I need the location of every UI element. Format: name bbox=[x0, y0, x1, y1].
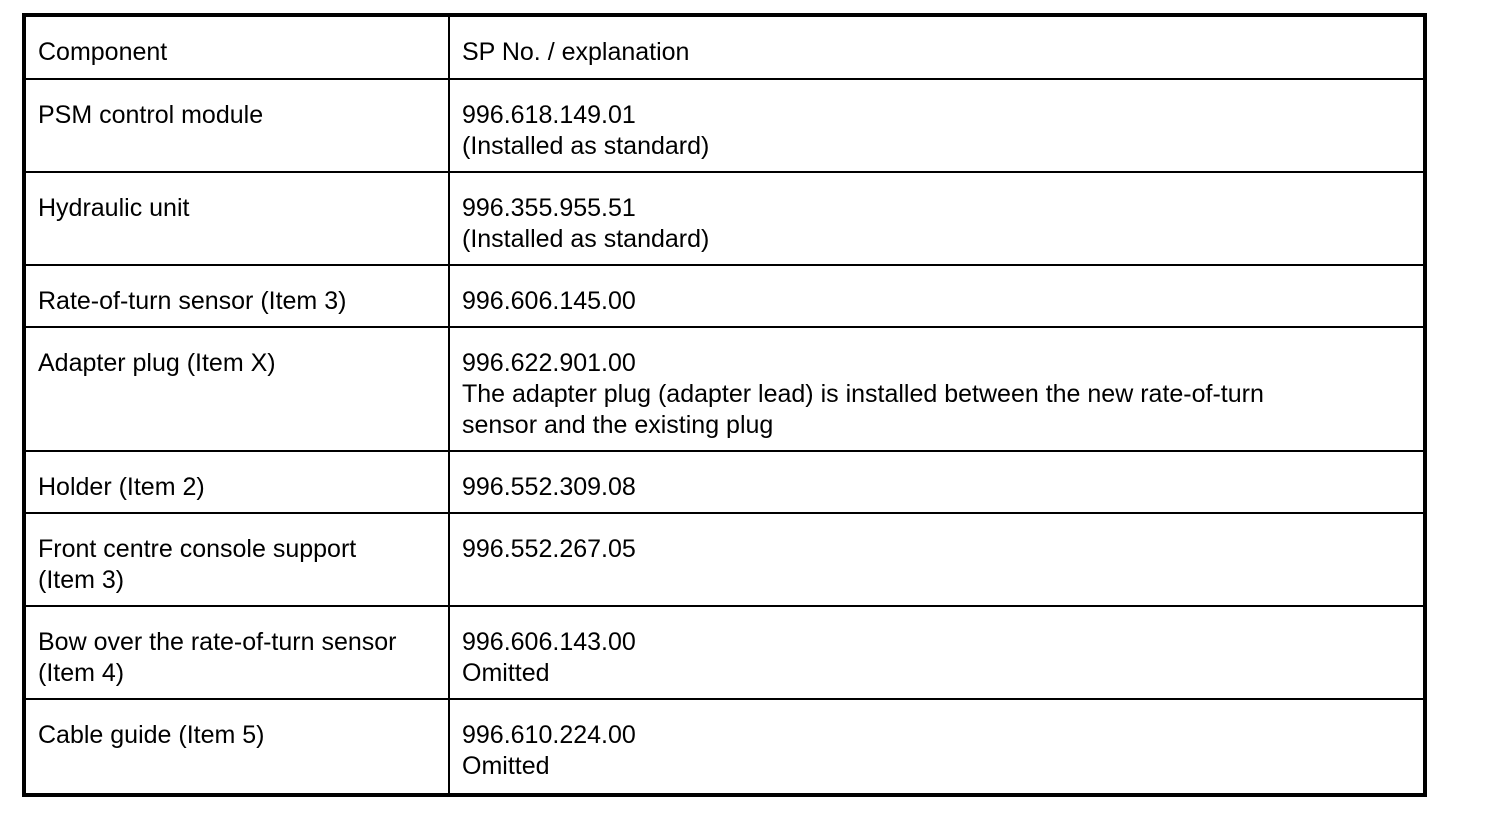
sp-explanation: (Installed as standard) bbox=[462, 225, 710, 253]
sp-cell bbox=[449, 327, 1425, 451]
table-row bbox=[24, 606, 1425, 699]
sp-cell bbox=[449, 79, 1425, 172]
parts-table-container bbox=[22, 13, 1423, 797]
component-text: Cable guide (Item 5) bbox=[38, 721, 265, 749]
table-header-row bbox=[24, 15, 1425, 79]
sp-cell bbox=[449, 172, 1425, 265]
component-cell bbox=[24, 265, 449, 327]
component-cell bbox=[24, 327, 449, 451]
table-row bbox=[24, 451, 1425, 513]
table-row bbox=[24, 265, 1425, 327]
component-text: (Item 3) bbox=[38, 566, 125, 594]
component-text: Holder (Item 2) bbox=[38, 473, 205, 501]
table-row bbox=[24, 699, 1425, 795]
sp-explanation: sensor and the existing plug bbox=[462, 411, 774, 439]
component-text: Rate-of-turn sensor (Item 3) bbox=[38, 287, 347, 315]
component-cell bbox=[24, 172, 449, 265]
sp-number: 996.552.267.05 bbox=[462, 535, 636, 563]
sp-number: 996.622.901.00 bbox=[462, 349, 636, 377]
sp-number: 996.606.143.00 bbox=[462, 628, 636, 656]
sp-number: 996.606.145.00 bbox=[462, 287, 636, 315]
header-sp-no-text: SP No. / explanation bbox=[462, 38, 690, 66]
header-sp-no bbox=[449, 15, 1425, 79]
sp-cell bbox=[449, 606, 1425, 699]
sp-number: 996.355.955.51 bbox=[462, 194, 636, 222]
component-cell bbox=[24, 606, 449, 699]
table-row bbox=[24, 172, 1425, 265]
table-row bbox=[24, 513, 1425, 606]
component-text: Adapter plug (Item X) bbox=[38, 349, 276, 377]
component-cell bbox=[24, 699, 449, 795]
parts-table bbox=[22, 13, 1427, 797]
sp-number: 996.618.149.01 bbox=[462, 101, 636, 129]
component-text: Bow over the rate-of-turn sensor bbox=[38, 628, 397, 656]
sp-number: 996.552.309.08 bbox=[462, 473, 636, 501]
table-row bbox=[24, 79, 1425, 172]
component-cell bbox=[24, 451, 449, 513]
component-cell bbox=[24, 513, 449, 606]
sp-cell bbox=[449, 265, 1425, 327]
sp-explanation: (Installed as standard) bbox=[462, 132, 710, 160]
sp-number: 996.610.224.00 bbox=[462, 721, 636, 749]
component-text: PSM control module bbox=[38, 101, 264, 129]
header-component-text: Component bbox=[38, 38, 168, 66]
sp-explanation: Omitted bbox=[462, 659, 550, 687]
component-text: Front centre console support bbox=[38, 535, 357, 563]
component-text: (Item 4) bbox=[38, 659, 125, 687]
sp-explanation: The adapter plug (adapter lead) is installed between the new rate-of-turn bbox=[462, 380, 1264, 408]
sp-cell bbox=[449, 451, 1425, 513]
sp-cell bbox=[449, 513, 1425, 606]
table-row bbox=[24, 327, 1425, 451]
sp-explanation: Omitted bbox=[462, 752, 550, 780]
component-cell bbox=[24, 79, 449, 172]
component-text: Hydraulic unit bbox=[38, 194, 190, 222]
sp-cell bbox=[449, 699, 1425, 795]
header-component bbox=[24, 15, 449, 79]
